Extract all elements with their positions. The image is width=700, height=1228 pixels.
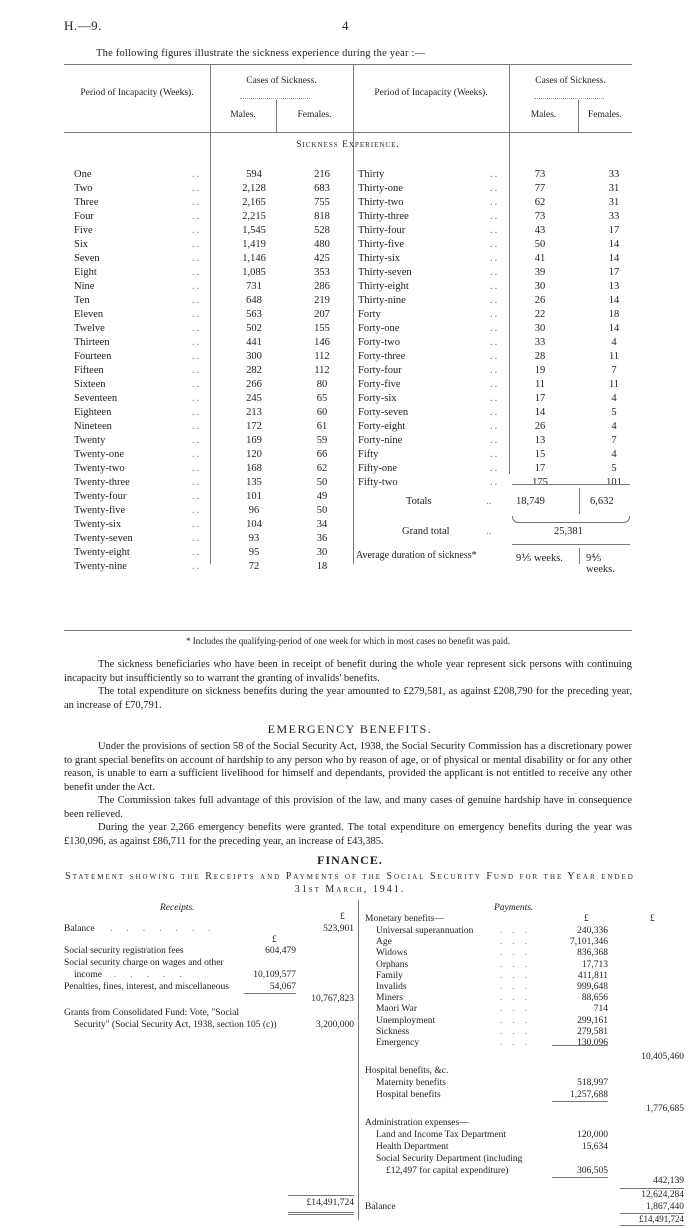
females-cell: 33 [608,169,620,180]
col-period-left: Period of Incapacity (Weeks). [80,88,194,98]
females-cell: 683 [314,183,330,194]
col-males-right: Males. [530,110,557,120]
receipts-heading: Receipts. [160,903,195,913]
males-cell: 266 [246,379,262,390]
table-row: Thirty-one .. 77 31 [358,182,638,196]
maternity-benefits: 518,997 [577,1078,608,1088]
paragraph-sickness-expenditure: The total expenditure on sickness benefits during the year amounted to £279,581, as against £208,790 for the preceding year, an increase of £70,791. [64,686,632,711]
females-cell: 4 [611,449,617,460]
footnote: * Includes the qualifying-period of one week for which in most cases no benefit was paid. [186,636,510,646]
benefit-value: 88,656 [581,993,608,1004]
females-cell: 34 [316,519,328,530]
males-cell: 62 [534,197,546,208]
females-cell: 112 [314,365,330,376]
table-row: Forty-four .. 19 7 [358,364,638,378]
monetary-total: 10,405,460 [641,1052,684,1062]
females-cell: 528 [314,225,330,236]
benefit-label: Maori War [376,1004,418,1015]
females-cell: 5 [611,463,617,474]
females-cell: 101 [606,477,622,488]
administration-total: 442,139 [653,1176,684,1186]
period-label: Twenty-three [74,477,130,488]
table-row: Thirty-four .. 43 17 [358,224,638,238]
social-security-dept: 306,505 [577,1166,608,1176]
table-row: Thirteen .. 441 146 [74,336,354,350]
benefit-label: Miners [376,993,403,1004]
table-row: Three .. 2,165 755 [74,196,354,210]
table-row: Twenty-eight .. 95 30 [74,546,354,560]
table-row: Thirty-eight .. 30 13 [358,280,638,294]
table-row: Fifty-one .. 17 5 [358,462,638,476]
males-cell: 731 [246,281,262,292]
males-cell: 17 [534,393,546,404]
period-label: Forty-four [358,365,402,376]
band-sickness-experience: Sickness Experience. [296,140,400,150]
females-cell: 14 [608,253,620,264]
period-label: Forty-two [358,337,400,348]
penalties: 54,067 [269,982,296,992]
table-row: Six .. 1,419 480 [74,238,354,252]
males-cell: 563 [246,309,262,320]
males-cell: 135 [246,477,262,488]
table-row: Eighteen .. 213 60 [74,406,354,420]
paragraph-sickness-beneficiaries: The sickness beneficiaries who have been in receipt of benefit during the whole year represent sick persons with continuing incapacity but insufficiently so to warrant the granting of invalids' benefits. [64,659,632,684]
females-cell: 7 [611,365,617,376]
males-cell: 73 [534,211,546,222]
period-label: Six [74,239,89,250]
females-cell: 17 [608,267,620,278]
males-cell: 13 [534,435,546,446]
females-cell: 219 [314,295,330,306]
males-cell: 39 [534,267,546,278]
table-row: Nine .. 731 286 [74,280,354,294]
table-row: Sixteen .. 266 80 [74,378,354,392]
statement-date: 31st March, 1941. [294,884,406,895]
hospital-benefits-label: Hospital benefits, &c. [365,1066,449,1076]
land-tax-dept: 120,000 [577,1130,608,1140]
females-cell: 112 [314,351,330,362]
females-cell: 11 [608,379,620,390]
table-row: Ten .. 648 219 [74,294,354,308]
males-cell: 172 [246,421,262,432]
table-row: Eleven .. 563 207 [74,308,354,322]
females-cell: 33 [608,211,620,222]
benefit-value: 7,101,346 [570,937,608,948]
period-label: Forty-one [358,323,400,334]
males-cell: 120 [246,449,262,460]
payments-heading: Payments. [494,903,534,913]
period-label: Two [74,183,93,194]
benefit-value: 836,368 [577,948,608,959]
table-row: Thirty-three .. 73 33 [358,210,638,224]
period-label: Twenty-six [74,519,122,530]
males-cell: 19 [534,365,546,376]
period-label: Forty-nine [358,435,403,446]
period-label: Fifty-two [358,477,398,488]
benefit-value: 411,811 [577,970,608,981]
benefit-value: 279,581 [577,1026,608,1037]
period-label: Seven [74,253,100,264]
males-cell: 30 [534,323,546,334]
females-cell: 14 [608,295,620,306]
females-cell: 80 [316,379,328,390]
period-label: Fifty [358,449,379,460]
grants: 3,200,000 [316,1020,354,1030]
table-row: Forty-three .. 28 11 [358,350,638,364]
col-cases-right: Cases of Sickness. [535,76,606,86]
females-cell: 36 [316,533,328,544]
avg-duration-label: Average duration of sickness* [356,550,477,561]
males-cell: 50 [534,239,546,250]
females-cell: 61 [316,421,328,432]
males-cell: 14 [534,407,546,418]
period-label: Twenty-two [74,463,125,474]
males-cell: 73 [534,169,546,180]
females-cell: 216 [314,169,330,180]
col-females-right: Females. [587,110,623,120]
statement-title: Statement showing the Receipts and Payments of the Social Security Fund for the Year ended [65,871,635,882]
males-cell: 2,128 [242,183,266,194]
table-row: Fourteen .. 300 112 [74,350,354,364]
males-cell: 22 [534,309,546,320]
period-label: Thirty-three [358,211,409,222]
table-row: Twenty-nine .. 72 18 [74,560,354,574]
males-cell: 213 [246,407,262,418]
table-row: Thirty .. 73 33 [358,168,638,182]
col-period-right: Period of Incapacity (Weeks). [374,88,488,98]
females-cell: 62 [316,463,328,474]
benefit-label: Widows [376,948,408,959]
paragraph-commission: The Commission takes full advantage of this provision of the law, and many cases of genuine hardship have in consequence been relieved. [64,795,632,820]
period-label: Thirty-nine [358,295,406,306]
period-label: Eleven [74,309,104,320]
males-cell: 168 [246,463,262,474]
males-cell: 28 [534,351,546,362]
period-label: Eighteen [74,407,112,418]
table-row: Twenty-seven .. 93 36 [74,532,354,546]
col-females-left: Females. [297,110,332,120]
period-label: One [74,169,92,180]
females-cell: 30 [316,547,328,558]
totals-females: 6,632 [590,496,614,507]
table-row: Fifty .. 15 4 [358,448,638,462]
females-cell: 31 [608,183,620,194]
paragraph-emergency-provisions: Under the provisions of section 58 of the Social Security Act, 1938, the Social Security Commission has a discretionary power to grant special benefits on account of hardship to any person who by reason of age, or of physical or mental disability or for any other reason, is unable to earn a sufficient livelihood for himself and dependants, provided the applicant is not entitled to receive any other benefit under the Act. [64,741,632,793]
receipts-balance-label: Balance [64,924,95,934]
totals-label: Totals [406,496,432,507]
page-number: 4 [342,18,349,33]
period-label: Forty-five [358,379,401,390]
males-cell: 300 [246,351,262,362]
benefit-label: Age [376,937,392,948]
males-cell: 245 [246,393,262,404]
males-cell: 33 [534,337,546,348]
females-cell: 11 [608,351,620,362]
males-cell: 2,215 [242,211,266,222]
females-cell: 155 [314,323,330,334]
females-cell: 18 [316,561,328,572]
males-cell: 441 [246,337,262,348]
males-cell: 1,419 [242,239,266,250]
table-row: One .. 594 216 [74,168,354,182]
males-cell: 17 [534,463,546,474]
males-cell: 77 [534,183,546,194]
avg-females: 9⅘ weeks. [586,553,615,575]
males-cell: 648 [246,295,262,306]
period-label: Ten [74,295,90,306]
females-cell: 425 [314,253,330,264]
females-cell: 4 [611,421,617,432]
females-cell: 49 [316,491,328,502]
table-row: Twelve .. 502 155 [74,322,354,336]
table-row: Forty-one .. 30 14 [358,322,638,336]
table-row: Twenty-six .. 104 34 [74,518,354,532]
finance-heading: FINANCE. [317,853,383,867]
females-cell: 13 [608,281,620,292]
females-cell: 18 [608,309,620,320]
emergency-heading: EMERGENCY BENEFITS. [267,722,433,736]
payments-balance-label: Balance [365,1202,396,1212]
table-row: Twenty-five .. 96 50 [74,504,354,518]
benefit-value: 240,336 [577,926,608,936]
period-label: Five [74,225,93,236]
reg-fees-label: Social security registration fees [64,946,184,956]
period-label: Twenty [74,435,106,446]
benefit-label: Family [376,970,403,981]
males-cell: 1,085 [242,267,266,278]
females-cell: 7 [611,435,617,446]
benefit-value: 999,648 [577,982,608,992]
males-cell: 41 [534,253,546,264]
period-label: Forty-six [358,393,397,404]
period-label: Nine [74,281,95,292]
period-label: Twenty-nine [74,561,127,572]
period-label: Forty-seven [358,407,409,418]
females-cell: 66 [316,449,328,460]
females-cell: 4 [611,393,617,404]
males-cell: 2,165 [242,197,266,208]
benefit-label: Universal superannuation [376,926,474,936]
benefit-label: Sickness [376,1026,410,1037]
payments-balance: 1,867,440 [646,1202,684,1212]
hospital-benefits: 1,257,688 [570,1090,608,1100]
benefit-label: Unemployment [376,1015,436,1026]
period-label: Twelve [74,323,105,334]
payments-sum: 12,624,284 [641,1190,684,1200]
males-cell: 93 [248,533,260,544]
females-cell: 60 [316,407,328,418]
females-cell: 4 [611,337,617,348]
females-cell: 17 [608,225,620,236]
table-row: Four .. 2,215 818 [74,210,354,224]
table-row: Twenty-one .. 120 66 [74,448,354,462]
document-reference: H.—9. [64,18,102,33]
health-dept: 15,634 [581,1142,608,1152]
table-row: Eight .. 1,085 353 [74,266,354,280]
table-row: Twenty-two .. 168 62 [74,462,354,476]
period-label: Fifty-one [358,463,398,474]
receipts-balance: 523,901 [323,924,354,934]
males-cell: 11 [534,379,546,390]
benefit-value: 299,161 [577,1015,608,1026]
females-cell: 59 [316,435,328,446]
receipts-total: £14,491,724 [306,1198,354,1208]
period-label: Twenty-four [74,491,127,502]
table-row: Forty-six .. 17 4 [358,392,638,406]
females-cell: 480 [314,239,330,250]
hospital-total: 1,776,685 [646,1104,684,1114]
table-row: Thirty-six .. 41 14 [358,252,638,266]
table-row: Seven .. 1,146 425 [74,252,354,266]
paragraph-emergency-expenditure: During the year 2,266 emergency benefits were granted. The total expenditure on emergency benefits during the year was £130,096, as against £86,711 for the preceding year, an increase of £43,385. [64,822,632,847]
intro-text: The following figures illustrate the sickness experience during the year :— [96,48,426,59]
table-row: Five .. 1,545 528 [74,224,354,238]
charge-on-wages: 10,109,577 [253,970,296,980]
period-label: Forty-eight [358,421,406,432]
table-row: Thirty-five .. 50 14 [358,238,638,252]
period-label: Four [74,211,94,222]
males-cell: 15 [534,449,546,460]
reg-fees: 604,479 [265,946,296,956]
table-row: Twenty-three .. 135 50 [74,476,354,490]
females-cell: 146 [314,337,330,348]
females-cell: 207 [314,309,330,320]
period-label: Three [74,197,99,208]
males-cell: 26 [534,295,546,306]
females-cell: 353 [314,267,330,278]
period-label: Forty [358,309,381,320]
period-label: Fourteen [74,351,112,362]
period-label: Thirty-six [358,253,400,264]
document-page: H.—9. 4 The following figures illustrate the sickness experience during the year :— Period of Incapacity (Weeks). Cases of Sickness. Males. Females. Period of Incapacity (Weeks). Cases of Sickness. Males. Females. Sickness Experience. One .. 594 216 Two .. 2,128 683 Three .. 2,165 755 Four .. 2,215 818 Five .. 1,545 528 Six .. 1,419 480 Seven .. 1,146 425 Eight .. 1,085 353 Nine .. 731 286 Ten .. 648 219 Eleven .. 563 207 Twelve .. 502 155 Thirteen .. 441 146 Fourteen .. 300 112 Fifteen .. 282 112 Sixteen .. 266 80 Seventeen .. 245 65 Eighteen .. 213 60 Nineteen .. 172 61 Twenty .. 169 59 Twenty-one .. 120 66 Twenty-two .. 168 62 Twenty-three .. 135 50 Twenty-four .. 101 49 Twenty-five .. 96 50 Twenty-six .. 104 34 Twenty-seven .. 93 36 Twenty-eight .. 95 30 Twenty-nine .. 72 18 Thirty .. 73 33 Thirty-one .. 77 31 Thirty-two .. 62 31 Thirty-three .. 73 33 Thirty-four .. 43 17 Thirty-five .. 50 14 Thirty-six .. 41 14 Thirty-seven .. 39 17 Thirty-eight .. 30 13 Thirty-nine .. 26 14 Forty .. 22 18 Forty-one .. 30 14 Forty-two .. 33 4 Forty-three .. 28 11 Forty-four .. 19 7 Forty-five .. 11 11 Forty-six .. 17 4 Forty-seven .. 14 5 Forty-eight .. 26 4 Forty-nine .. 13 7 Fifty .. 15 4 Fifty-one .. 17 5 Fifty-two .. 175 101 Totals .. 18,749 6,632 Grand total .. 25,381 Average duration of sickness* 9⅕ weeks. 9⅘ weeks. * Includes the qualifying-period of one week for which in most cases no benefit was paid. The sickness beneficiaries who have been in receipt of benefit during the whole year represent sick persons with continuing incapacity but insufficiently so to warrant the granting of invalids' benefits. The total expenditure on sickness benefits during the year amounted to £279,581, as against £208,790 for the preceding year, an increase of £70,791. EMERGENCY BENEFITS. Under the provisions of section 58 of the Social Security Act, 1938, the Social Security Commission has a discretionary power to grant special benefits on account of hardship to any person who by reason of age, or of physical or mental disability or for any other reason, is unable to earn a sufficient livelihood for himself and dependants, provided the applicant is not entitled to receive any other benefit under the Act. The Commission takes full advantage of this provision of the law, and many cases of genuine hardship have in consequence been relieved. During the year 2,266 emergency benefits were granted. The total expenditure on emergency benefits during the year was £130,096, as against £86,711 for the preceding year, an increase of £43,385. FINANCE. Statement showing the Receipts and Payments of the Social Security Fund for the Year ended 31st March, 1941. Receipts. £ Balance ....... 523,901 £ Social security registration fees 604,479 Social security charge on wages and other income ..... 10,109,577 Penalties, fines, interest, and miscellaneous 54,067 10,767,823 Grants from Consolidated Fund: Vote, "Social Security" (Social Security Act, 1938, section 105 (c)) 3,200,000 £14,491,724 Payments. Monetary benefits— £ £ Universal superannuation ... 240,336 Age ... 7,101,346 Widows ... 836,368 Orphans ... 17,713 Family ... 411,811 Invalids ... 999,648 Miners ... 88,656 Maori War ... 714 Unemployment ... 299,161 Sickness ... 279,581 Emergency ... 130,096 10,405,460 Hospital benefits, &c. Maternity benefits 518,997 Hospital benefits 1,257,688 1,776,685 Administration expenses— Land and Income Tax Department 120,000 Health Department 15,634 Social Security Department (including £12,497 for capital expenditure) 306,505 442,139 12,624,284 Balance 1,867,440 £14,491,724 [0,0,700,1228]
males-cell: 282 [246,365,262,376]
table-row: Forty-five .. 11 11 [358,378,638,392]
period-label: Thirty-one [358,183,403,194]
period-label: Nineteen [74,421,112,432]
males-cell: 96 [248,505,260,516]
males-cell: 43 [534,225,546,236]
benefit-value: 17,713 [581,959,608,970]
females-cell: 286 [314,281,330,292]
females-cell: 50 [316,477,328,488]
administration-label: Administration expenses— [365,1118,469,1128]
benefit-label: Orphans [376,959,409,970]
females-cell: 755 [314,197,330,208]
penalties-label: Penalties, fines, interest, and miscellaneous [64,982,229,992]
receipts-subtotal: 10,767,823 [311,994,354,1004]
table-row: Forty-two .. 33 4 [358,336,638,350]
males-cell: 30 [534,281,546,292]
males-cell: 502 [246,323,262,334]
males-cell: 169 [246,435,262,446]
table-row: Forty-seven .. 14 5 [358,406,638,420]
table-row: Forty-nine .. 13 7 [358,434,638,448]
period-label: Sixteen [74,379,106,390]
females-cell: 14 [608,239,620,250]
period-label: Fifteen [74,365,104,376]
females-cell: 50 [316,505,328,516]
sickness-table: Period of Incapacity (Weeks). Cases of Sickness. Males. Females. Period of Incapacity (Weeks). Cases of Sickness. Males. Females. Sickness Experience. One .. 594 216 Two .. 2,128 683 Three .. 2,165 755 Four .. 2,215 818 Five .. 1,545 528 Six .. 1,419 480 Seven .. 1,146 425 Eight .. 1,085 353 Nine .. 731 286 Ten .. 648 219 Eleven .. 563 207 Twelve .. 502 155 Thirteen .. 441 146 Fourteen .. 300 112 Fifteen .. 282 112 Sixteen .. 266 80 Seventeen .. 245 65 Eighteen .. 213 60 Nineteen .. 172 61 Twenty .. 169 59 Twenty-one .. 120 66 Twenty-two .. 168 62 Twenty-three .. 135 50 Twenty-four .. 101 49 Twenty-five .. 96 50 Twenty-six .. 104 34 Twenty-seven .. 93 36 Twenty-eight .. 95 30 Twenty-nine .. 72 18 Thirty .. 73 33 Thirty-one .. 77 31 Thirty-two .. 62 31 Thirty-three .. 73 33 Thirty-four .. 43 17 Thirty-five .. 50 14 Thirty-six .. 41 14 Thirty-seven .. 39 17 Thirty-eight .. 30 13 Thirty-nine .. 26 14 Forty .. 22 18 Forty-one .. 30 14 Forty-two .. 33 4 Forty-three .. 28 11 Forty-four .. 19 7 Forty-five .. 11 11 Forty-six .. 17 4 Forty-seven .. 14 5 Forty-eight .. 26 4 Forty-nine .. 13 7 Fifty .. 15 4 Fifty-one .. 17 5 Fifty-two .. 175 101 Totals .. 18,749 6,632 Grand total .. 25,381 Average duration of sickness* 9⅕ weeks. 9⅘ weeks. [64,64,632,626]
table-row: Forty-eight .. 26 4 [358,420,638,434]
avg-males: 9⅕ weeks. [516,553,563,564]
table-row: Twenty .. 169 59 [74,434,354,448]
table-row: Nineteen .. 172 61 [74,420,354,434]
males-cell: 1,146 [242,253,266,264]
col-males-left: Males. [230,110,256,120]
benefit-label: Invalids [376,982,407,992]
table-row: Thirty-nine .. 26 14 [358,294,638,308]
period-label: Thirteen [74,337,110,348]
period-label: Twenty-eight [74,547,130,558]
period-label: Thirty-seven [358,267,412,278]
period-label: Thirty [358,169,385,180]
females-cell: 31 [608,197,620,208]
benefit-value: 714 [593,1004,608,1015]
males-cell: 1,545 [242,225,266,236]
monetary-benefits-label: Monetary benefits— [365,914,444,924]
period-label: Twenty-seven [74,533,133,544]
totals-males: 18,749 [516,496,545,507]
table-row: Thirty-two .. 62 31 [358,196,638,210]
males-cell: 175 [532,477,548,488]
table-row: Fifty-two .. 175 101 [358,476,638,490]
col-cases-left: Cases of Sickness. [246,76,317,86]
males-cell: 101 [246,491,262,502]
males-cell: 72 [248,561,260,572]
males-cell: 95 [248,547,260,558]
benefit-label: Emergency [376,1038,420,1048]
grand-total-label: Grand total [402,526,450,537]
table-row: Twenty-four .. 101 49 [74,490,354,504]
grand-total: 25,381 [554,526,583,537]
table-row: Forty .. 22 18 [358,308,638,322]
period-label: Forty-three [358,351,406,362]
females-cell: 5 [611,407,617,418]
payments-total: £14,491,724 [639,1214,684,1224]
period-label: Twenty-five [74,505,126,516]
table-row: Two .. 2,128 683 [74,182,354,196]
period-label: Thirty-two [358,197,404,208]
period-label: Seventeen [74,393,118,404]
females-cell: 818 [314,211,330,222]
period-label: Thirty-five [358,239,405,250]
males-cell: 104 [246,519,262,530]
period-label: Thirty-eight [358,281,409,292]
females-cell: 14 [608,323,620,334]
period-label: Thirty-four [358,225,406,236]
table-row: Thirty-seven .. 39 17 [358,266,638,280]
table-row: Fifteen .. 282 112 [74,364,354,378]
period-label: Twenty-one [74,449,124,460]
males-cell: 26 [534,421,546,432]
males-cell: 594 [246,169,262,180]
females-cell: 65 [316,393,328,404]
table-row: Seventeen .. 245 65 [74,392,354,406]
period-label: Eight [74,267,97,278]
benefit-value: 130,096 [577,1038,608,1048]
